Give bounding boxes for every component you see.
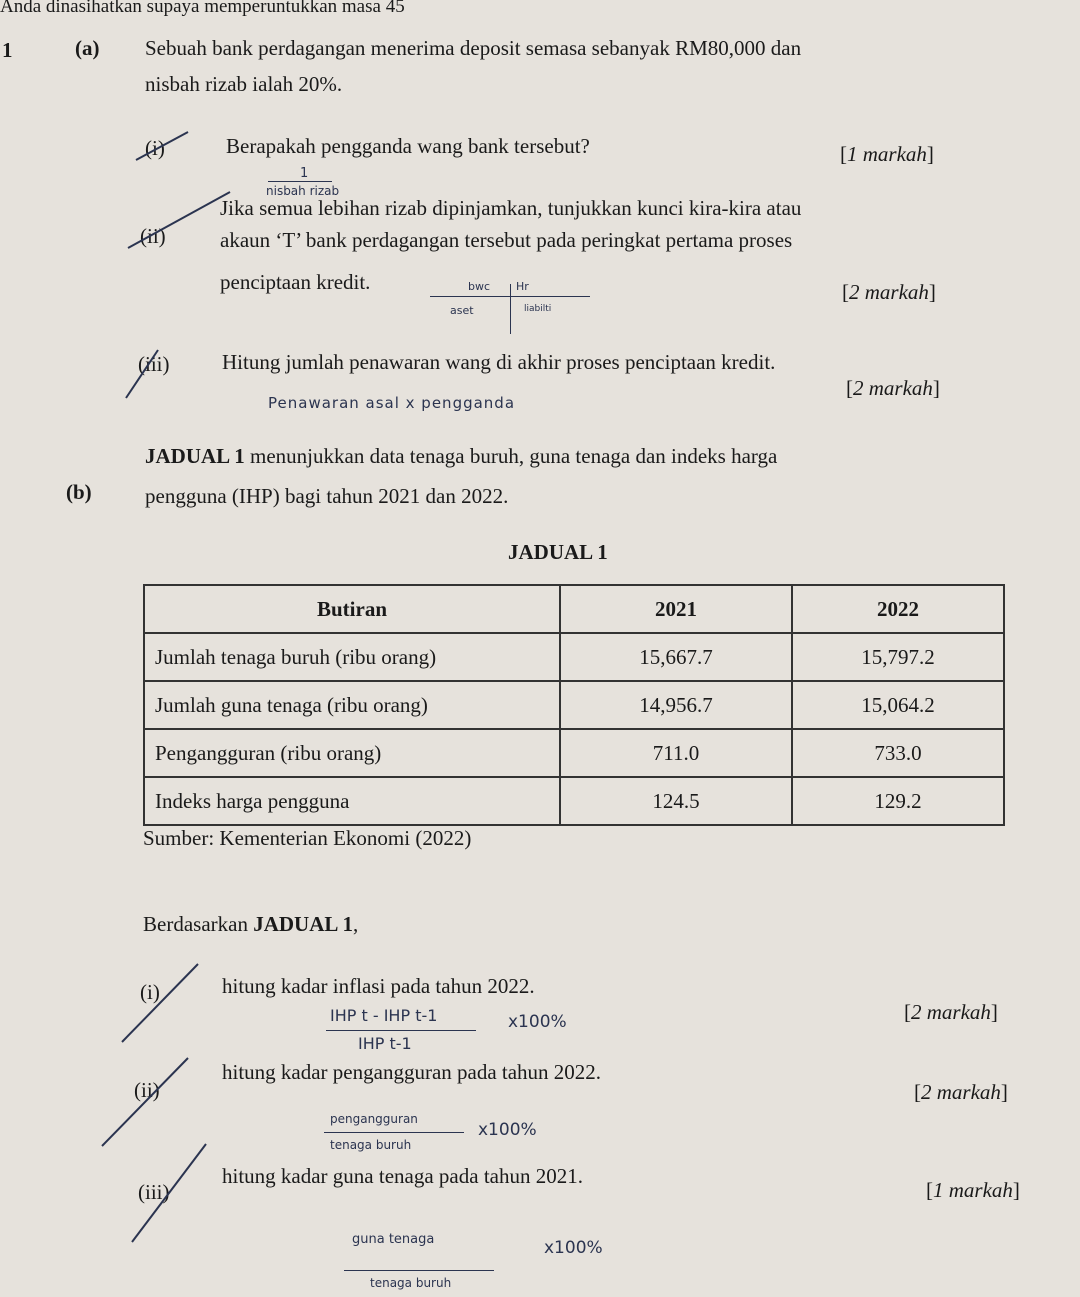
t-account-top-right: Hr: [516, 280, 529, 293]
based-on-prefix: Berdasarkan: [143, 912, 254, 936]
page-header-text: Anda dinasihatkan supaya memperuntukkan masa 45: [0, 0, 405, 17]
table-cell: Indeks harga pengguna: [144, 777, 560, 825]
part-b-intro-line1: JADUAL 1 menunjukkan data tenaga buruh, guna tenaga dan indeks harga: [145, 444, 778, 468]
b-iii-marks: [1 markah]: [926, 1178, 1020, 1202]
table-header-row: [144, 585, 1004, 633]
table-row: [144, 633, 1004, 681]
a-ii-line1: Jika semua lebihan rizab dipinjamkan, tunjukkan kunci kira-kira atau: [220, 196, 802, 220]
table-cell: Pengangguran (ribu orang): [144, 729, 560, 777]
b-ii-label: (ii): [134, 1078, 160, 1102]
a-ii-marks: [2 markah]: [842, 280, 936, 304]
table-header-cell: 2021: [560, 585, 792, 633]
table-cell: 15,797.2: [792, 633, 1004, 681]
t-account-top-left: bwc: [468, 280, 491, 293]
handwritten-a-i-denominator: nisbah rizab: [266, 184, 340, 198]
based-on-comma: ,: [352, 912, 359, 936]
handwritten-fraction-line: [324, 1132, 464, 1133]
table-cell: 124.5: [560, 777, 792, 825]
a-i-label: (i): [145, 136, 165, 160]
table-row: [144, 681, 1004, 729]
part-b-intro-line1-text: menunjukkan data tenaga buruh, guna tenaga dan indeks harga: [244, 444, 778, 468]
part-a-label: (a): [75, 36, 100, 60]
table-header-cell: Butiran: [144, 585, 560, 633]
a-ii-label: (ii): [140, 224, 166, 248]
tick-mark-a-iii: [118, 344, 178, 404]
part-b-label: (b): [66, 480, 92, 504]
t-account-bottom-left: aset: [450, 304, 474, 317]
b-i-text: hitung kadar inflasi pada tahun 2022.: [222, 974, 535, 998]
based-on-text: [143, 912, 358, 937]
data-table: [143, 584, 1005, 826]
tick-mark-b-iii: [126, 1138, 216, 1248]
handwritten-b-i-numerator: IHP t - IHP t-1: [330, 1006, 438, 1025]
table-cell: Jumlah guna tenaga (ribu orang): [144, 681, 560, 729]
part-a-intro-line2: nisbah rizab ialah 20%.: [145, 72, 343, 96]
b-iii-text: hitung kadar guna tenaga pada tahun 2021.: [222, 1164, 583, 1188]
t-account-bottom-right: liabilti: [524, 304, 552, 314]
a-ii-line3: penciptaan kredit.: [220, 270, 371, 294]
b-ii-text: hitung kadar pengangguran pada tahun 2022.: [222, 1060, 602, 1084]
b-i-marks: [2 markah]: [904, 1000, 998, 1024]
a-ii-line2: akaun ‘T’ bank perdagangan tersebut pada peringkat pertama proses: [220, 228, 793, 252]
table-cell: 14,956.7: [560, 681, 792, 729]
b-ii-marks: [2 markah]: [914, 1080, 1008, 1104]
table-cell: 15,064.2: [792, 681, 1004, 729]
a-iii-text: Hitung jumlah penawaran wang di akhir proses penciptaan kredit.: [222, 350, 776, 374]
a-iii-marks: [2 markah]: [846, 376, 940, 400]
part-a-intro-line1: Sebuah bank perdagangan menerima deposit semasa sebanyak RM80,000 dan: [145, 36, 802, 60]
tick-mark-b-i: [118, 958, 208, 1048]
table-cell: 129.2: [792, 777, 1004, 825]
tick-mark-a-i: [128, 126, 198, 166]
a-iii-label: (iii): [138, 352, 170, 376]
table-source: Sumber: Kementerian Ekonomi (2022): [143, 826, 472, 850]
b-iii-label: (iii): [138, 1180, 170, 1204]
table-cell: 711.0: [560, 729, 792, 777]
handwritten-b-ii-times: x100%: [478, 1120, 537, 1140]
b-i-label: (i): [140, 980, 160, 1004]
a-i-text: Berapakah pengganda wang bank tersebut?: [226, 134, 590, 158]
handwritten-b-iii-numerator: guna tenaga: [352, 1232, 435, 1247]
handwritten-a-iii-note: Penawaran asal x pengganda: [268, 394, 516, 412]
table-cell: Jumlah tenaga buruh (ribu orang): [144, 633, 560, 681]
handwritten-a-i-numerator: 1: [300, 166, 309, 181]
table-row: [144, 729, 1004, 777]
handwritten-fraction-line: [268, 181, 332, 182]
tick-mark-b-ii: [96, 1052, 196, 1152]
handwritten-b-ii-denominator: tenaga buruh: [330, 1138, 412, 1152]
handwritten-b-iii-times: x100%: [544, 1238, 603, 1258]
table-header-cell: 2022: [792, 585, 1004, 633]
handwritten-b-i-denominator: IHP t-1: [358, 1034, 412, 1053]
handwritten-b-iii-denominator: tenaga buruh: [370, 1276, 452, 1290]
table-title: JADUAL 1: [508, 540, 608, 564]
handwritten-fraction-line: [344, 1270, 494, 1271]
part-b-intro-line2: pengguna (IHP) bagi tahun 2021 dan 2022.: [145, 484, 509, 508]
table-cell: 15,667.7: [560, 633, 792, 681]
handwritten-b-i-times: x100%: [508, 1012, 567, 1032]
handwritten-fraction-line: [326, 1030, 476, 1031]
based-on-table-ref: JADUAL 1: [253, 912, 353, 936]
handwritten-b-ii-numerator: pengangguran: [330, 1112, 418, 1126]
a-i-marks: [1 markah]: [840, 142, 934, 166]
table-cell: 733.0: [792, 729, 1004, 777]
handwritten-t-account: [420, 280, 590, 340]
table-row: [144, 777, 1004, 825]
question-number: 1: [2, 38, 13, 62]
